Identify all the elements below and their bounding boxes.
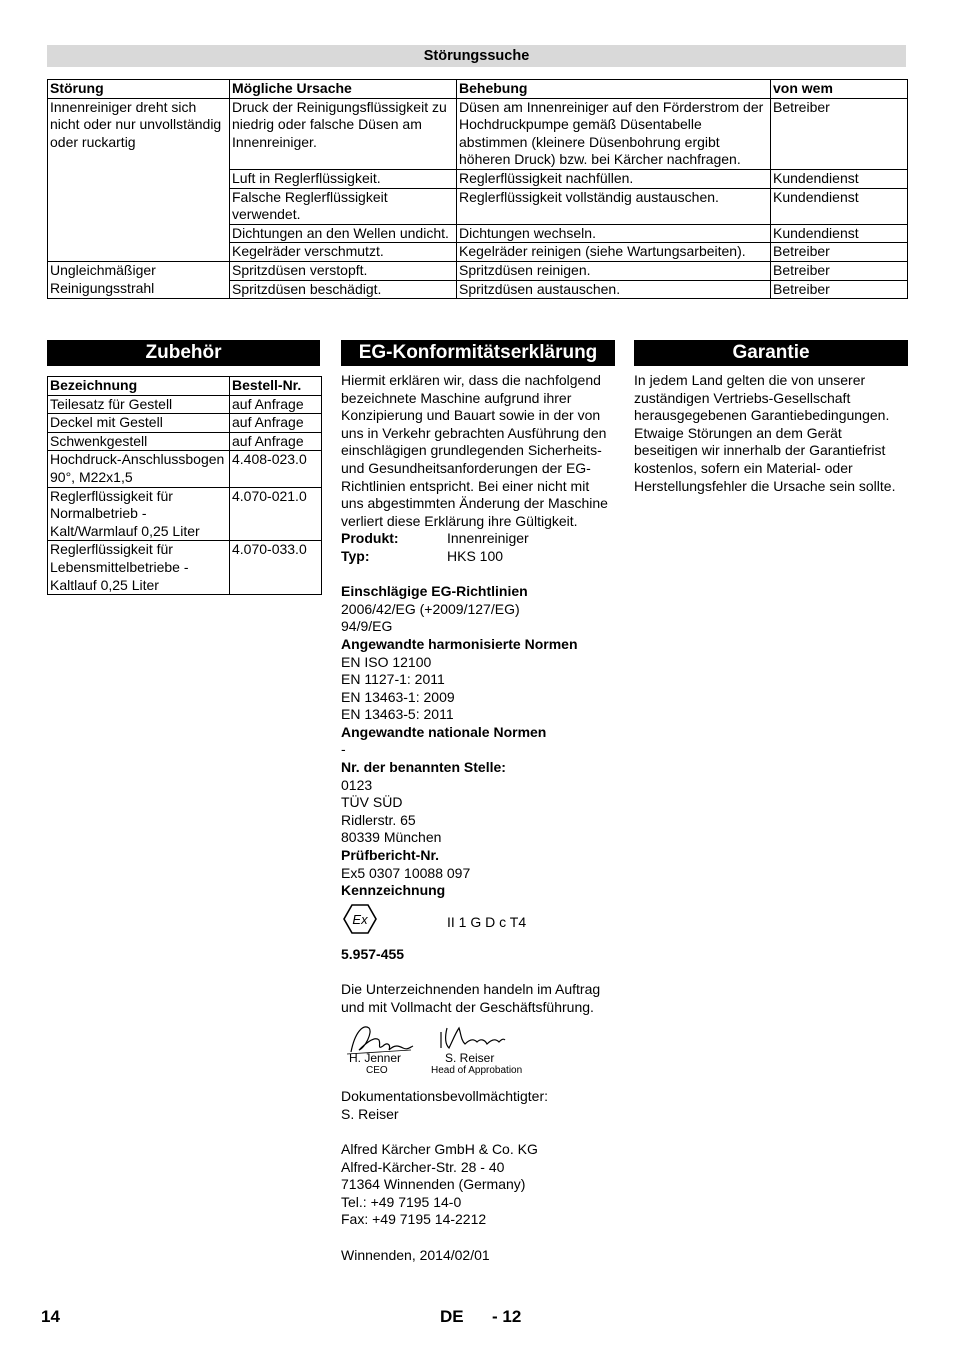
- signature-reiser-icon: [437, 1024, 507, 1054]
- table-row: [48, 98, 908, 169]
- place-date: Winnenden, 2014/02/01: [341, 1246, 490, 1263]
- table-row: [48, 487, 322, 541]
- table-row: [48, 395, 322, 414]
- directive-line: 2006/42/EG (+2009/127/EG): [341, 600, 520, 617]
- table-row: [48, 451, 322, 487]
- signature-block: [341, 1016, 615, 1088]
- national-value: -: [341, 741, 346, 758]
- table-row: [48, 541, 322, 595]
- marking-value: II 1 G D c T4: [447, 913, 527, 930]
- by-cell: Betreiber: [771, 280, 908, 299]
- signer-name: H. Jenner: [349, 1051, 402, 1066]
- table-row: [48, 414, 322, 433]
- eg-type-row: [341, 548, 615, 566]
- accessory-no: auf Anfrage: [230, 432, 322, 451]
- header-fault: Störung: [48, 80, 230, 99]
- fault-cell: Innenreiniger dreht sich nicht oder nur unvollständig oder ruckartig: [48, 98, 230, 261]
- by-cell: Kundendienst: [771, 188, 908, 224]
- by-cell: Kundendienst: [771, 169, 908, 188]
- header-cause: Mögliche Ursache: [230, 80, 457, 99]
- header-by: von wem: [771, 80, 908, 99]
- by-cell: Betreiber: [771, 261, 908, 280]
- notified-body-line: Ridlerstr. 65: [341, 811, 416, 828]
- accessory-no: auf Anfrage: [230, 414, 322, 433]
- guarantee-title: Garantie: [634, 340, 908, 366]
- header-order-no: Bestell-Nr.: [230, 377, 322, 396]
- notified-body-line: TÜV SÜD: [341, 794, 403, 811]
- accessory-name: Teilesatz für Gestell: [48, 395, 230, 414]
- cause-cell: Falsche Reglerflüssigkeit verwendet.: [230, 188, 457, 224]
- language-code: DE: [440, 1307, 464, 1326]
- trouble-title: Störungssuche: [47, 45, 906, 67]
- by-cell: Betreiber: [771, 98, 908, 169]
- eg-intro: Hiermit erklären wir, dass die nachfolgend bezeichnete Maschine aufgrund ihrer Konzipierung und Bauart sowie in der von uns in Verkehr gebrachten Ausführung den einschlägigen grundlegenden Sicherheits- und Gesundheitsanforderungen der EG-Richtlinien entspricht. Bei einer nicht mit uns abgestimmten Änderung der Maschine verliert diese Erklärung ihre Gültigkeit.: [341, 372, 608, 529]
- accessories-title: Zubehör: [47, 340, 320, 366]
- accessory-no: auf Anfrage: [230, 395, 322, 414]
- norm-line: EN 13463-1: 2009: [341, 688, 455, 705]
- doc-rep-name: S. Reiser: [341, 1105, 399, 1122]
- notified-body-label: Nr. der benannten Stelle:: [341, 759, 506, 776]
- cause-cell: Spritzdüsen beschädigt.: [230, 280, 457, 299]
- marking-row: [341, 900, 615, 938]
- product-value: Innenreiniger: [447, 530, 529, 547]
- report-label: Prüfbericht-Nr.: [341, 847, 440, 864]
- signer-name: S. Reiser: [445, 1051, 495, 1066]
- accessory-no: 4.070-021.0: [230, 487, 322, 541]
- signer-role: Head of Approbation: [431, 1065, 523, 1077]
- by-cell: Betreiber: [771, 243, 908, 262]
- guarantee-text: In jedem Land gelten die von unserer zuständigen Vertriebs-Gesellschaft herausgegebenen Garantiebedingungen. Etwaige Störungen an dem Gerät beseitigen wir innerhalb der Garantiefrist kostenlos, sofern ein Material- oder Herstellungsfehler die Ursache sein sollte.: [634, 372, 896, 494]
- directive-line: 94/9/EG: [341, 618, 393, 635]
- doc-number: 5.957-455: [341, 945, 405, 962]
- eg-product-row: [341, 530, 615, 548]
- signer-role: CEO: [366, 1065, 388, 1077]
- product-label: Produkt:: [341, 530, 399, 547]
- cause-cell: Kegelräder verschmutzt.: [230, 243, 457, 262]
- notified-body-line: 80339 München: [341, 829, 442, 846]
- accessory-no: 4.070-033.0: [230, 541, 322, 595]
- cause-cell: Dichtungen an den Wellen undicht.: [230, 224, 457, 243]
- accessory-no: 4.408-023.0: [230, 451, 322, 487]
- type-value: HKS 100: [447, 547, 504, 564]
- cause-cell: Druck der Reinigungsflüssigkeit zu niedrig oder falsche Düsen am Innenreiniger.: [230, 98, 457, 169]
- marking-label: Kennzeichnung: [341, 882, 446, 899]
- remedy-cell: Spritzdüsen reinigen.: [457, 261, 771, 280]
- norm-line: EN 13463-5: 2011: [341, 706, 454, 723]
- remedy-cell: Düsen am Innenreiniger auf den Förderstrom der Hochdruckpumpe gemäß Düsentabelle abstimmen (kleinere Düsenbohrung ergibt höheren Druck) bzw. bei Kärcher nachfragen.: [457, 98, 771, 169]
- national-label: Angewandte nationale Normen: [341, 723, 547, 740]
- accessory-name: Schwenkgestell: [48, 432, 230, 451]
- norm-line: EN 1127-1: 2011: [341, 671, 445, 688]
- company-line: Fax: +49 7195 14-2212: [341, 1211, 487, 1228]
- doc-rep-label: Dokumentationsbevollmächtigter:: [341, 1088, 548, 1105]
- directives-label: Einschlägige EG-Richtlinien: [341, 583, 528, 600]
- company-line: Alfred Kärcher GmbH & Co. KG: [341, 1140, 538, 1157]
- trouble-table: [47, 79, 908, 299]
- mandate-text: Die Unterzeichnenden handeln im Auftrag und mit Vollmacht der Geschäftsführung.: [341, 981, 601, 1015]
- norm-line: EN ISO 12100: [341, 653, 432, 670]
- notified-body-line: 0123: [341, 776, 373, 793]
- remedy-cell: Kegelräder reinigen (siehe Wartungsarbeiten).: [457, 243, 771, 262]
- type-label: Typ:: [341, 547, 370, 564]
- sub-page-number: - 12: [492, 1307, 522, 1326]
- header-name: Bezeichnung: [48, 377, 230, 396]
- harmonised-label: Angewandte harmonisierte Normen: [341, 635, 578, 652]
- remedy-cell: Reglerflüssigkeit vollständig austauschen.: [457, 188, 771, 224]
- cause-cell: Luft in Reglerflüssigkeit.: [230, 169, 457, 188]
- table-row: [48, 432, 322, 451]
- report-value: Ex5 0307 10088 097: [341, 864, 471, 881]
- page-number: 14: [41, 1307, 60, 1326]
- company-line: Tel.: +49 7195 14-0: [341, 1193, 462, 1210]
- accessory-name: Reglerflüssigkeit für Normalbetrieb - Kalt/Warmlauf 0,25 Liter: [48, 487, 230, 541]
- company-line: Alfred-Kärcher-Str. 28 - 40: [341, 1158, 505, 1175]
- by-cell: Kundendienst: [771, 224, 908, 243]
- remedy-cell: Spritzdüsen austauschen.: [457, 280, 771, 299]
- remedy-cell: Dichtungen wechseln.: [457, 224, 771, 243]
- accessory-name: Hochdruck-Anschlussbogen 90°, M22x1,5: [48, 451, 230, 487]
- table-row: [48, 261, 908, 280]
- cause-cell: Spritzdüsen verstopft.: [230, 261, 457, 280]
- accessories-table: [47, 376, 322, 595]
- eg-title: EG-Konformitätserklärung: [341, 340, 615, 366]
- accessory-name: Reglerflüssigkeit für Lebensmittelbetriebe - Kaltlauf 0,25 Liter: [48, 541, 230, 595]
- company-line: 71364 Winnenden (Germany): [341, 1176, 526, 1193]
- accessory-name: Deckel mit Gestell: [48, 414, 230, 433]
- remedy-cell: Reglerflüssigkeit nachfüllen.: [457, 169, 771, 188]
- header-remedy: Behebung: [457, 80, 771, 99]
- fault-cell: Ungleichmäßiger Reinigungsstrahl: [48, 261, 230, 298]
- ex-hexagon-icon: [343, 904, 377, 934]
- svg-text:Ex: Ex: [352, 911, 368, 927]
- eg-column: [341, 372, 615, 1264]
